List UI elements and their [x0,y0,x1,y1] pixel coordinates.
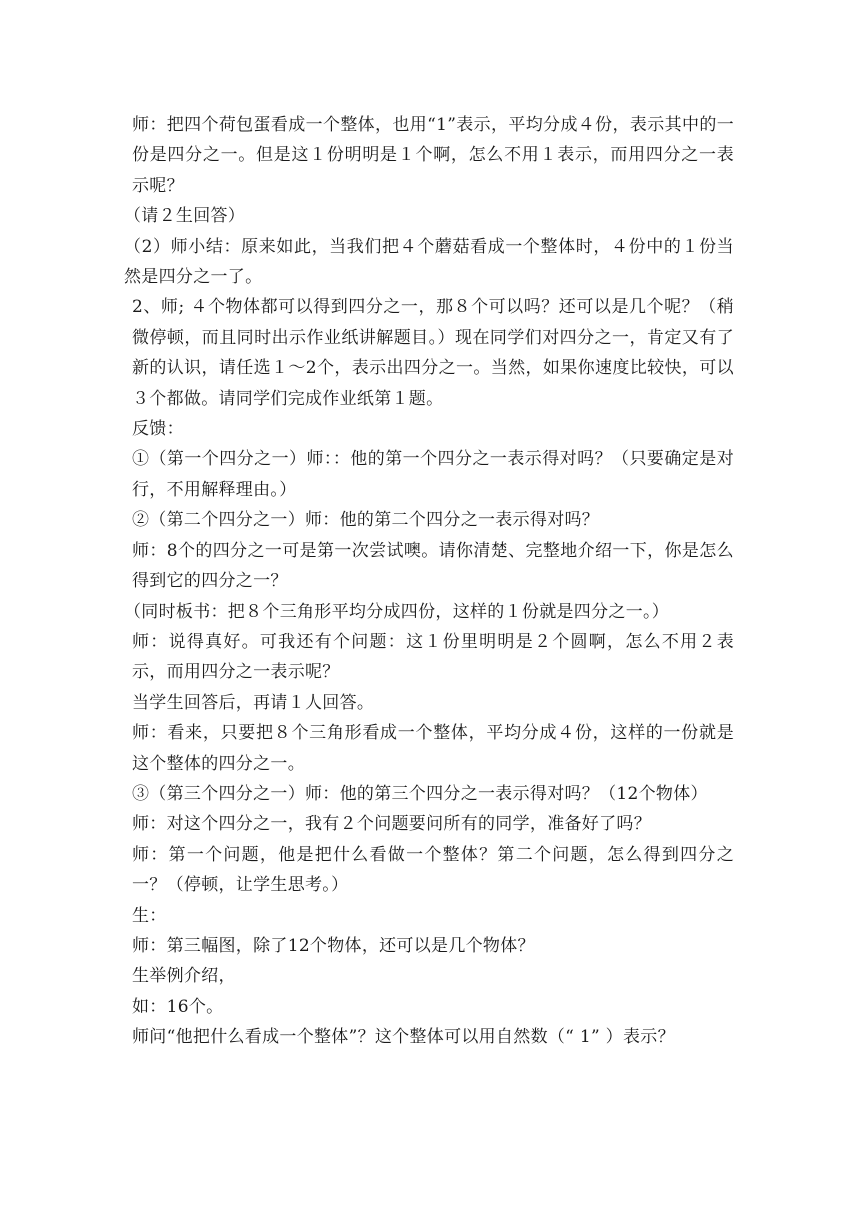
paragraph-feedback-heading: 反馈： [132,419,184,440]
paragraph-board-writing: （同时板书：把８个三角形平均分成四份，这样的１份就是四分之一。） [124,601,670,622]
paragraph-two-circles: 师：说得真好。可我还有个问题：这１份里明明是２个圆啊，怎么不用２表示，而用四分之一表示呢？ [132,631,734,683]
paragraph-student-examples: 生举例介绍， [132,966,236,987]
paragraph-teacher-summary: （2）师小结：原来如此，当我们把４个蘑菇看成一个整体时，４份中的１份当然是四分之一了。 [124,236,734,288]
paragraph-two-questions: 师：对这个四分之一，我有２个问题要问所有的同学，准备好了吗？ [132,814,651,835]
paragraph-second-quarter: ②（第二个四分之一）师：他的第二个四分之一表示得对吗？ [132,510,600,531]
document-body [124,110,734,1053]
paragraph-two-students-answer: （请２生回答） [124,206,246,227]
paragraph-teacher-fried-eggs: 师：把四个荷包蛋看成一个整体，也用“1”表示，平均分成４份，表示其中的一份是四分之一。但是这１份明明是１个啊，怎么不用１表示，而用四分之一表示呢？ [132,115,734,196]
paragraph-third-quarter: ③（第三个四分之一）师：他的第三个四分之一表示得对吗？（12个物体） [132,783,708,804]
paragraph-question-details: 师：第一个问题，他是把什么看做一个整体？第二个问题，怎么得到四分之一？（停顿，让学生思考。） [132,844,734,896]
paragraph-third-picture: 师：第三幅图，除了12个物体，还可以是几个物体？ [132,935,535,956]
paragraph-teacher-asks-whole: 师问“他把什么看成一个整体”？这个整体可以用自然数（“ 1” ）表示？ [132,1027,675,1048]
paragraph-example-sixteen: 如：16个。 [132,996,224,1017]
paragraph-eight-first-try: 师：8个的四分之一可是第一次尝试噢。请你清楚、完整地介绍一下，你是怎么得到它的四分之一？ [132,540,734,592]
paragraph-first-quarter: ①（第一个四分之一）师：：他的第一个四分之一表示得对吗？（只要确定是对行，不用解释理由。） [132,449,734,500]
paragraph-student: 生： [132,905,167,926]
paragraph-another-student: 当学生回答后，再请１人回答。 [132,692,375,713]
paragraph-eight-objects: 2、师; ４个物体都可以得到四分之一，那８个可以吗？还可以是几个呢？（稍微停顿，而且同时出示作业纸讲解题目。）现在同学们对四分之一，肯定又有了新的认识，请任选１～2个，表示出四分之一。当然，如果你速度比较快，可以３个都做。请同学们完成作业纸第１题。 [132,297,734,409]
paragraph-eight-triangles: 师：看来，只要把８个三角形看成一个整体，平均分成４份，这样的一份就是这个整体的四分之一。 [132,723,734,774]
